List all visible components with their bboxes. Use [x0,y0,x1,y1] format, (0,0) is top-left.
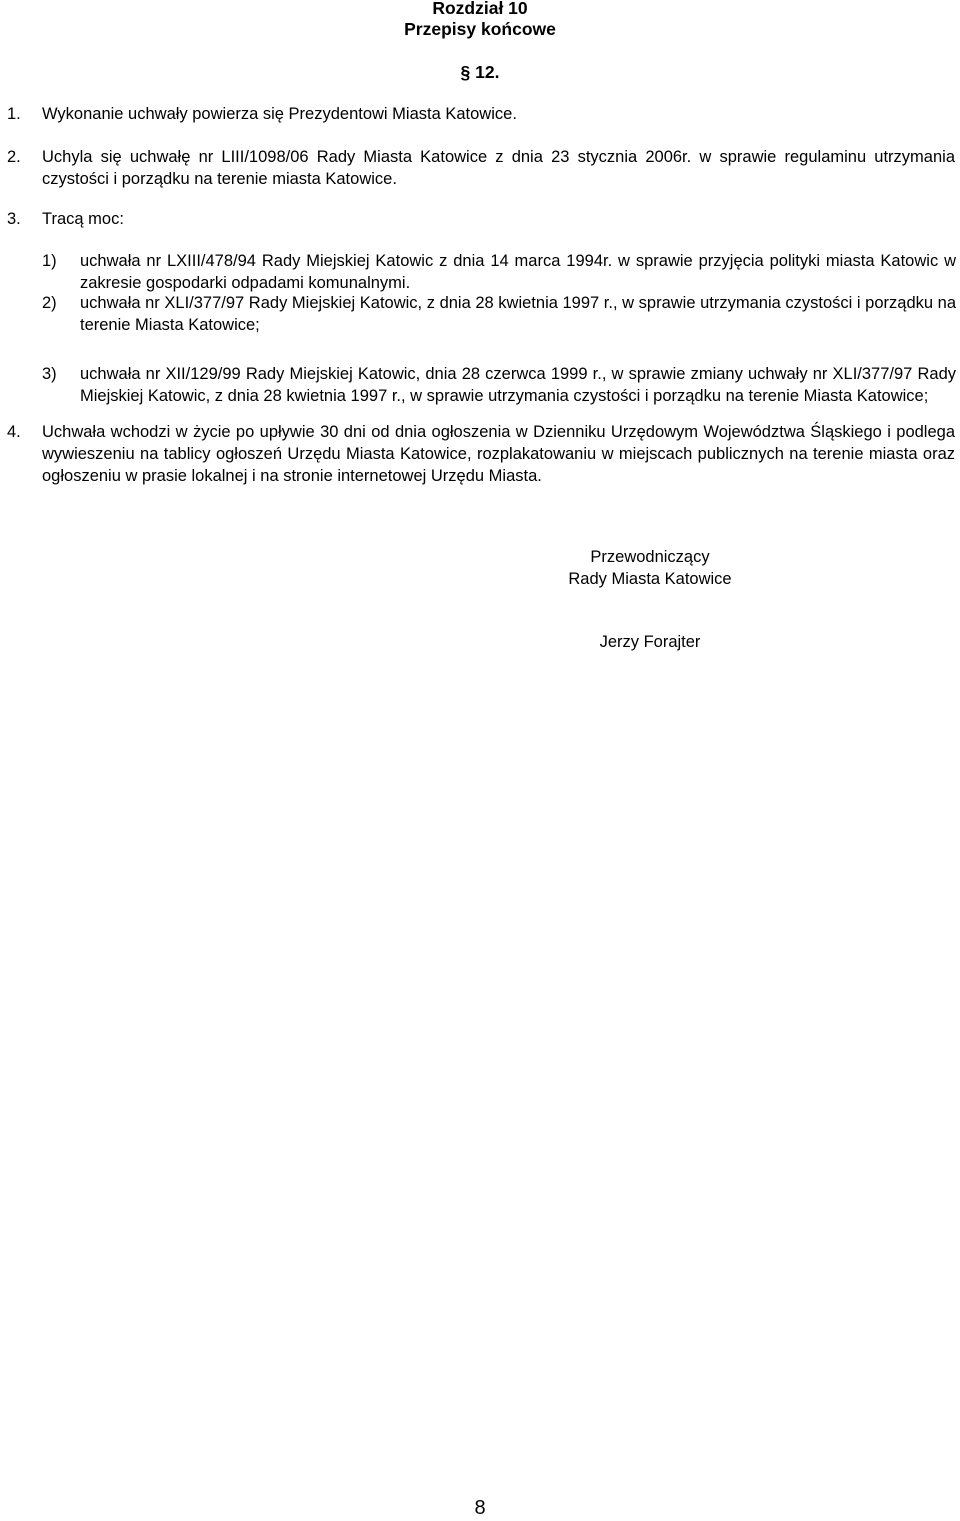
page-number: 8 [474,1497,486,1519]
item-text: Uchwała wchodzi w życie po upływie 30 dni od dnia ogłoszenia w Dzienniku Urzędowym Województwa Śląskiego i podlega wywieszeniu na tablicy ogłoszeń Urzędu Miasta Katowice, rozplakatowaniu w miejscach publicznych na terenie miasta oraz ogłoszeniu w prasie lokalnej i na stronie internetowej Urzędu Miasta. [42,423,955,485]
signature-title: Przewodniczący [590,548,710,566]
subitem-text: uchwała nr XLI/377/97 Rady Miejskiej Katowic, z dnia 28 kwietnia 1997 r., w sprawie utrzymania czystości i porządku na terenie Miasta Katowice; [80,294,956,334]
signature-name: Jerzy Forajter [599,633,701,651]
item-number: 2. [7,148,21,166]
subitem-text: uchwała nr XII/129/99 Rady Miejskiej Katowic, dnia 28 czerwca 1999 r., w sprawie zmiany uchwały nr XLI/377/97 Rady Miejskiej Katowic, z dnia 28 kwietnia 1997 r., w sprawie utrzymania czystości i porządku na terenie Miasta Katowice; [80,365,956,405]
subitem-number: 1) [42,252,57,270]
subitem-number: 3) [42,365,57,383]
item-text: Wykonanie uchwały powierza się Prezydentowi Miasta Katowice. [42,105,517,123]
item-number: 1. [7,105,21,123]
item-number: 3. [7,210,21,228]
subitem-text: uchwała nr LXIII/478/94 Rady Miejskiej Katowic z dnia 14 marca 1994r. w sprawie przyjęcia polityki miasta Katowic w zakresie gospodarki odpadami komunalnymi. [80,252,956,292]
section-number: § 12. [460,62,500,82]
signature-organization: Rady Miasta Katowice [568,570,732,588]
chapter-heading: Rozdział 10 [432,0,528,18]
subitem-number: 2) [42,294,57,312]
chapter-title: Przepisy końcowe [404,19,556,39]
item-text: Tracą moc: [42,210,124,228]
item-number: 4. [7,423,21,441]
item-text: Uchyla się uchwałę nr LIII/1098/06 Rady Miasta Katowice z dnia 23 stycznia 2006r. w sprawie regulaminu utrzymania czystości i porządku na terenie miasta Katowice. [42,148,955,188]
